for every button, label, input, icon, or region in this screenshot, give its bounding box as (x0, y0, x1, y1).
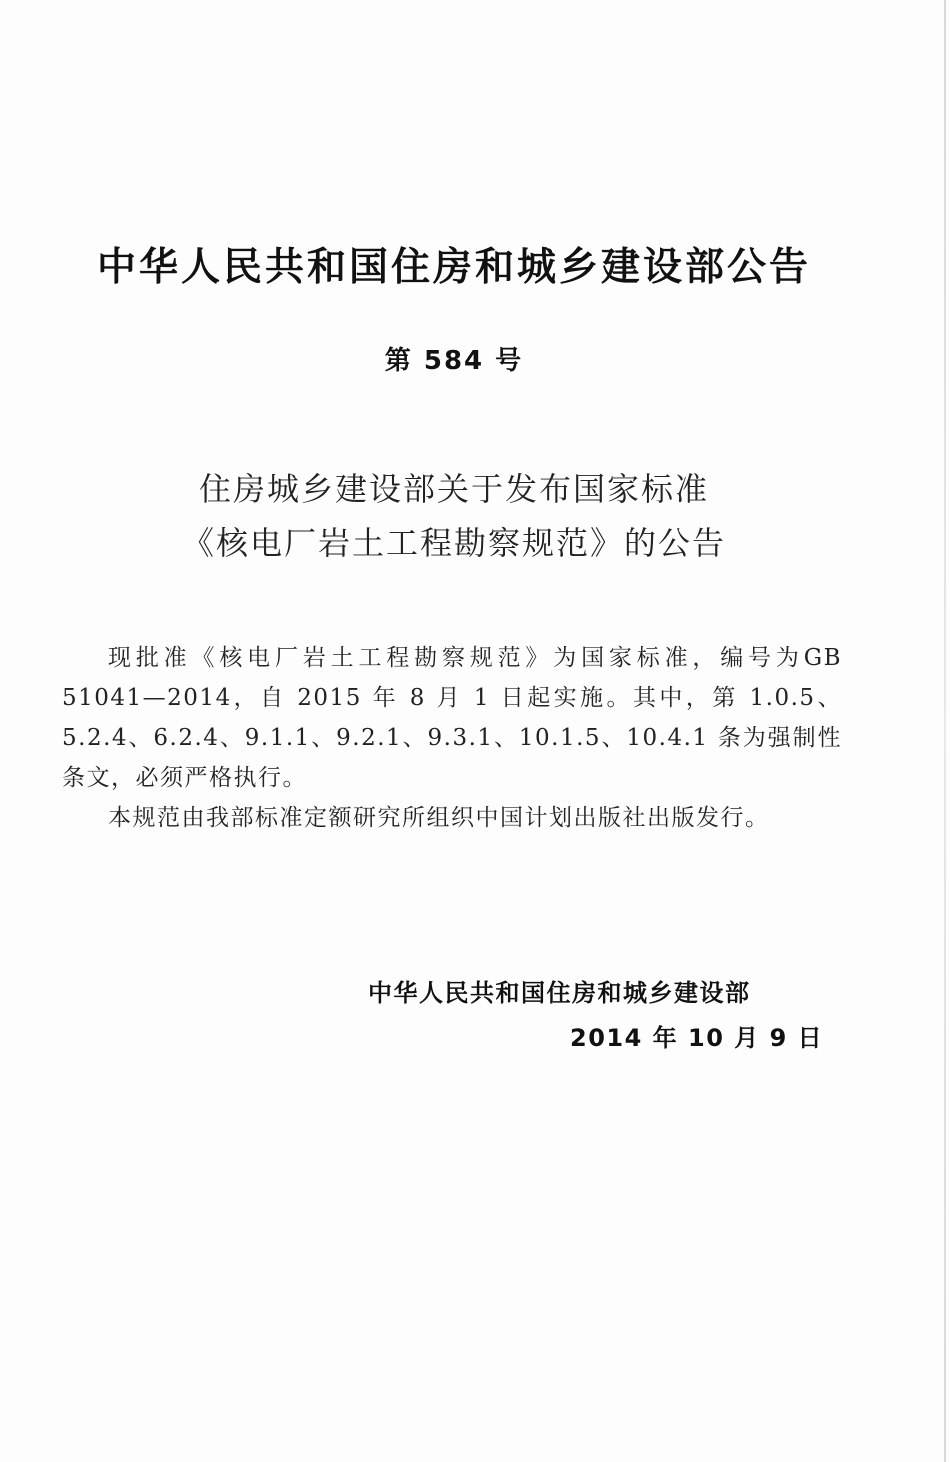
announcement-subject (0, 462, 908, 570)
signature-organization: 中华人民共和国住房和城乡建设部 (368, 979, 751, 1007)
announcement-body (62, 638, 842, 838)
issue-number: 第 584 号 (384, 346, 524, 376)
subject-line-2: 《核电厂岩土工程勘察规范》的公告 (181, 524, 726, 562)
signature-date: 2014 年 10 月 9 日 (570, 1024, 824, 1052)
body-paragraph-1: 现批准《核电厂岩土工程勘察规范》为国家标准，编号为GB 51041—2014，自 2015 年 8 月 1 日起实施。其中，第 1.0.5、5.2.4、6.2.4、9.1.1、9.2.1、9.3.1、10.1.5、10.4.1 条为强制性条文，必须严格执行。 (62, 645, 842, 791)
announcement-header: 中华人民共和国住房和城乡建设部公告 (96, 245, 811, 290)
page-edge-shadow (944, 0, 946, 1462)
body-paragraph-2: 本规范由我部标准定额研究所组织中国计划出版社出版发行。 (108, 805, 770, 831)
subject-line-1: 住房城乡建设部关于发布国家标准 (198, 470, 709, 508)
